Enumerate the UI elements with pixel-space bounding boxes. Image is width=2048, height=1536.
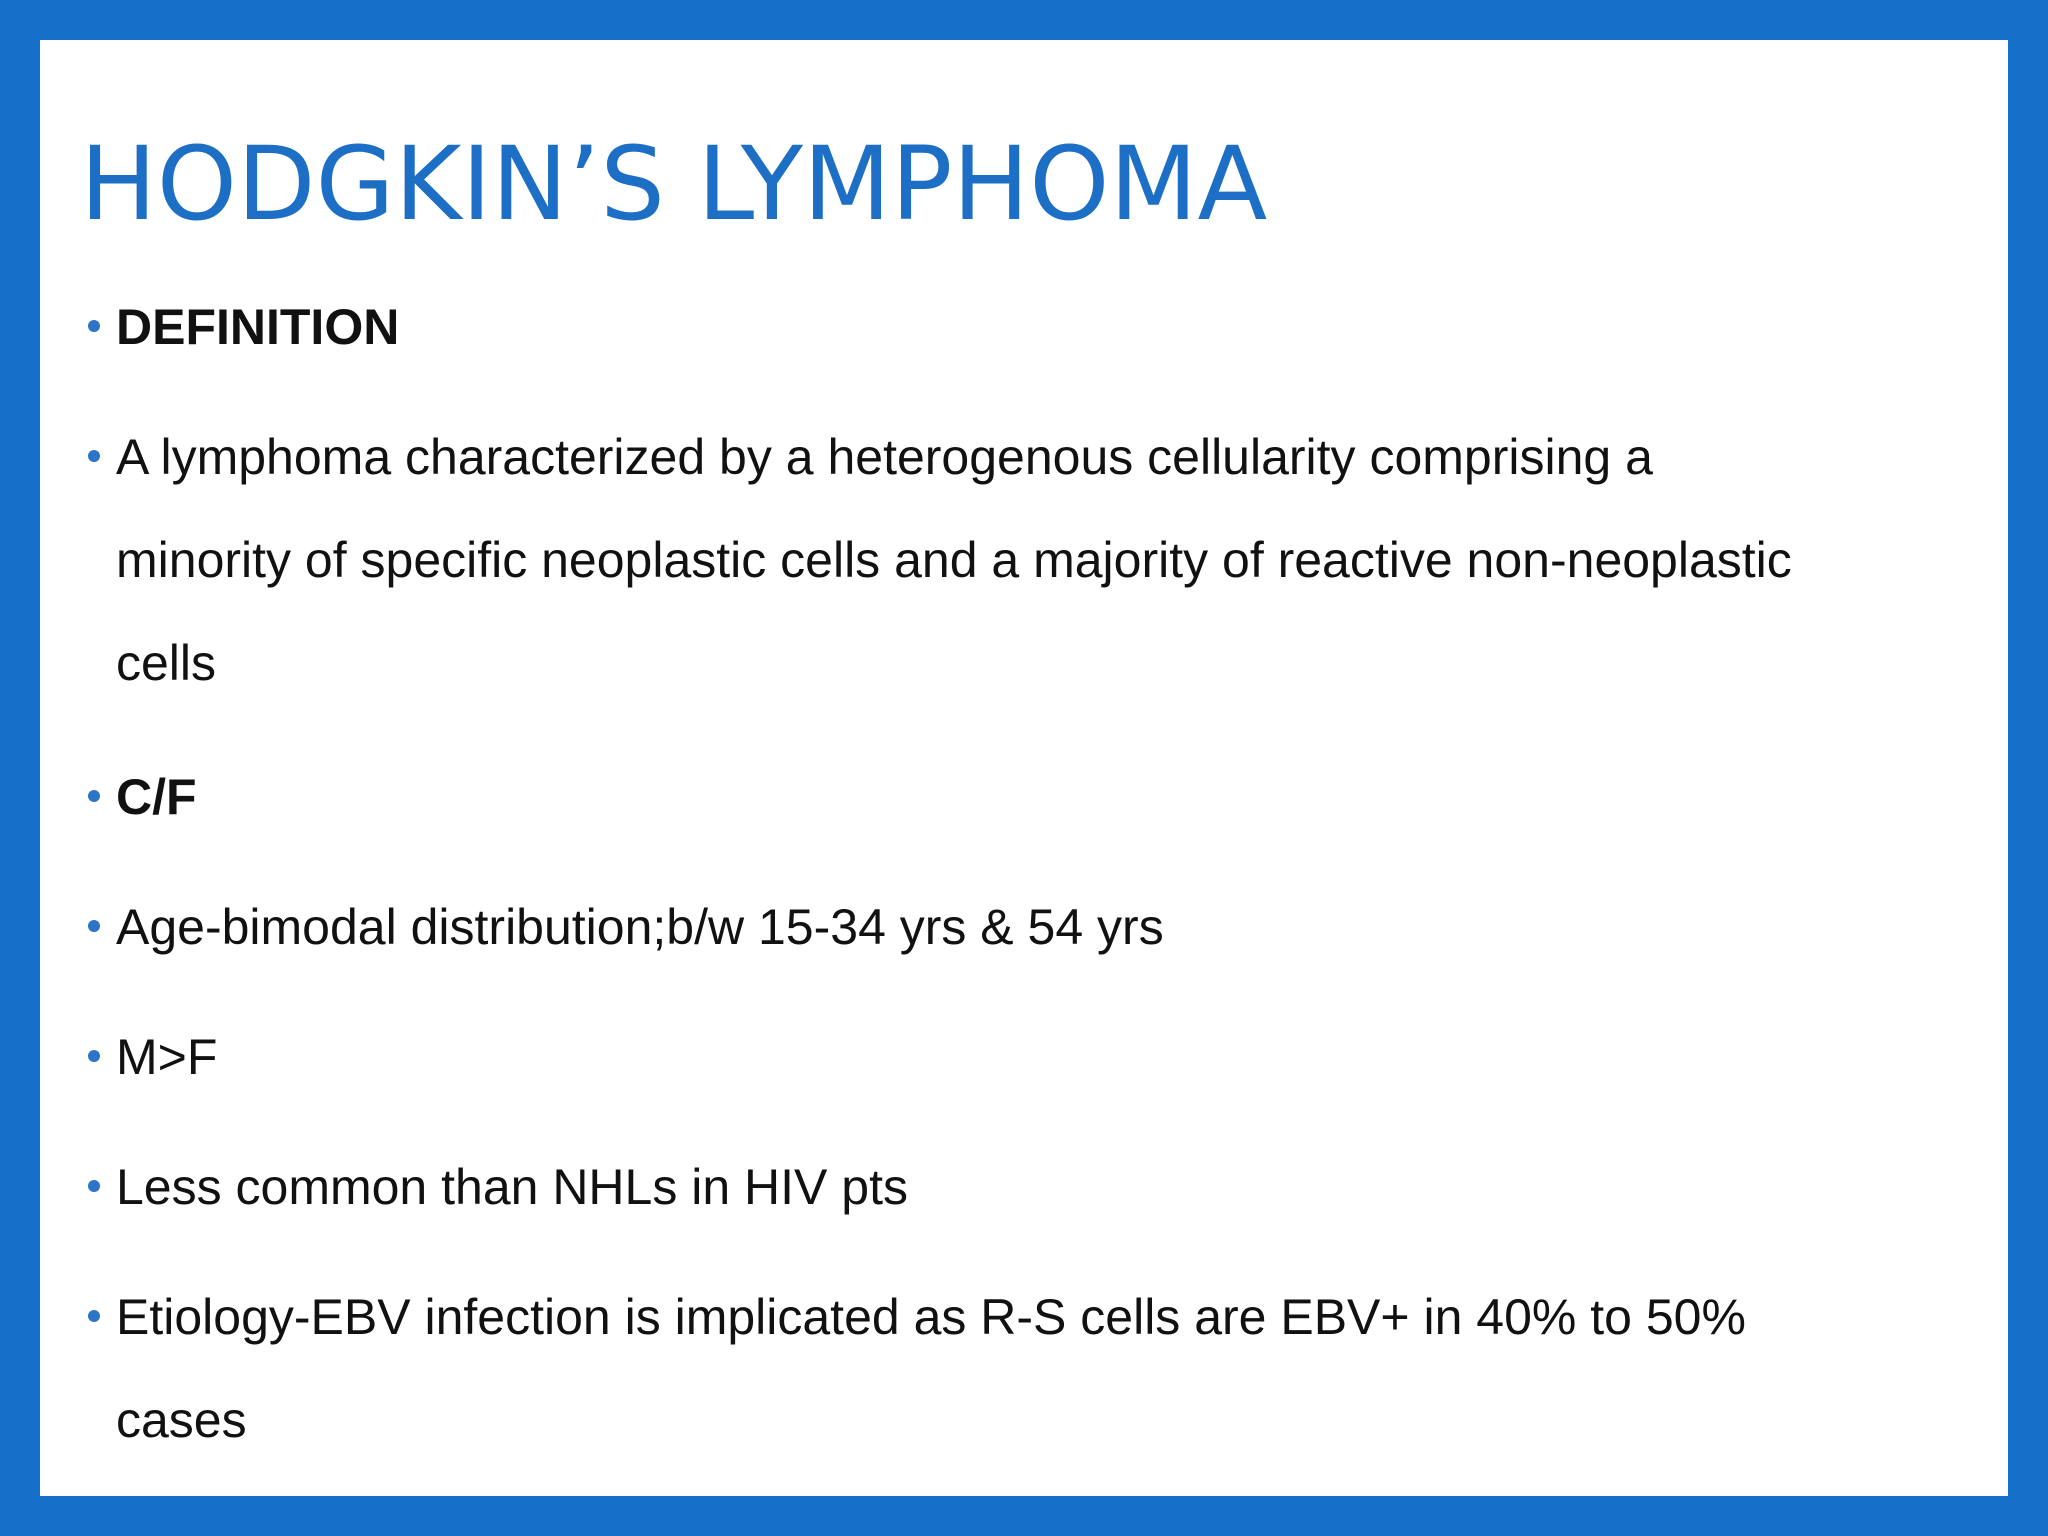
bullet-text: M>F bbox=[116, 1029, 218, 1085]
bullet-dot-icon bbox=[88, 450, 100, 462]
bullet-item-sex bbox=[88, 1006, 1928, 1109]
bullet-heading: C/F bbox=[116, 769, 197, 825]
bullet-dot-icon bbox=[88, 320, 100, 332]
slide-title: HODGKIN’S LYMPHOMA bbox=[80, 125, 1268, 244]
bullet-dot-icon bbox=[88, 1180, 100, 1192]
bullet-dot-icon bbox=[88, 920, 100, 932]
bullet-dot-icon bbox=[88, 1050, 100, 1062]
bullet-text: Less common than NHLs in HIV pts bbox=[116, 1159, 908, 1215]
bullet-item-age bbox=[88, 876, 1928, 979]
bullet-item-hiv bbox=[88, 1136, 1928, 1239]
bullet-heading: DEFINITION bbox=[116, 299, 400, 355]
bullet-dot-icon bbox=[88, 1310, 100, 1322]
bullet-item-cf bbox=[88, 746, 1928, 849]
bullet-text: Age-bimodal distribution;b/w 15-34 yrs & 54 yrs bbox=[116, 899, 1164, 955]
bullet-text: Etiology-EBV infection is implicated as R-S cells are EBV+ in 40% to 50% cases bbox=[116, 1289, 1746, 1448]
bullet-item-definition-text bbox=[88, 406, 1928, 715]
bullet-dot-icon bbox=[88, 790, 100, 802]
slide bbox=[40, 40, 2008, 1496]
bullet-item-etiology bbox=[88, 1266, 1928, 1472]
bullet-item-definition bbox=[88, 276, 1928, 379]
bullet-text: A lymphoma characterized by a heterogenous cellularity comprising a minority of specific neoplastic cells and a majority of reactive non-neoplastic cells bbox=[116, 429, 1792, 691]
